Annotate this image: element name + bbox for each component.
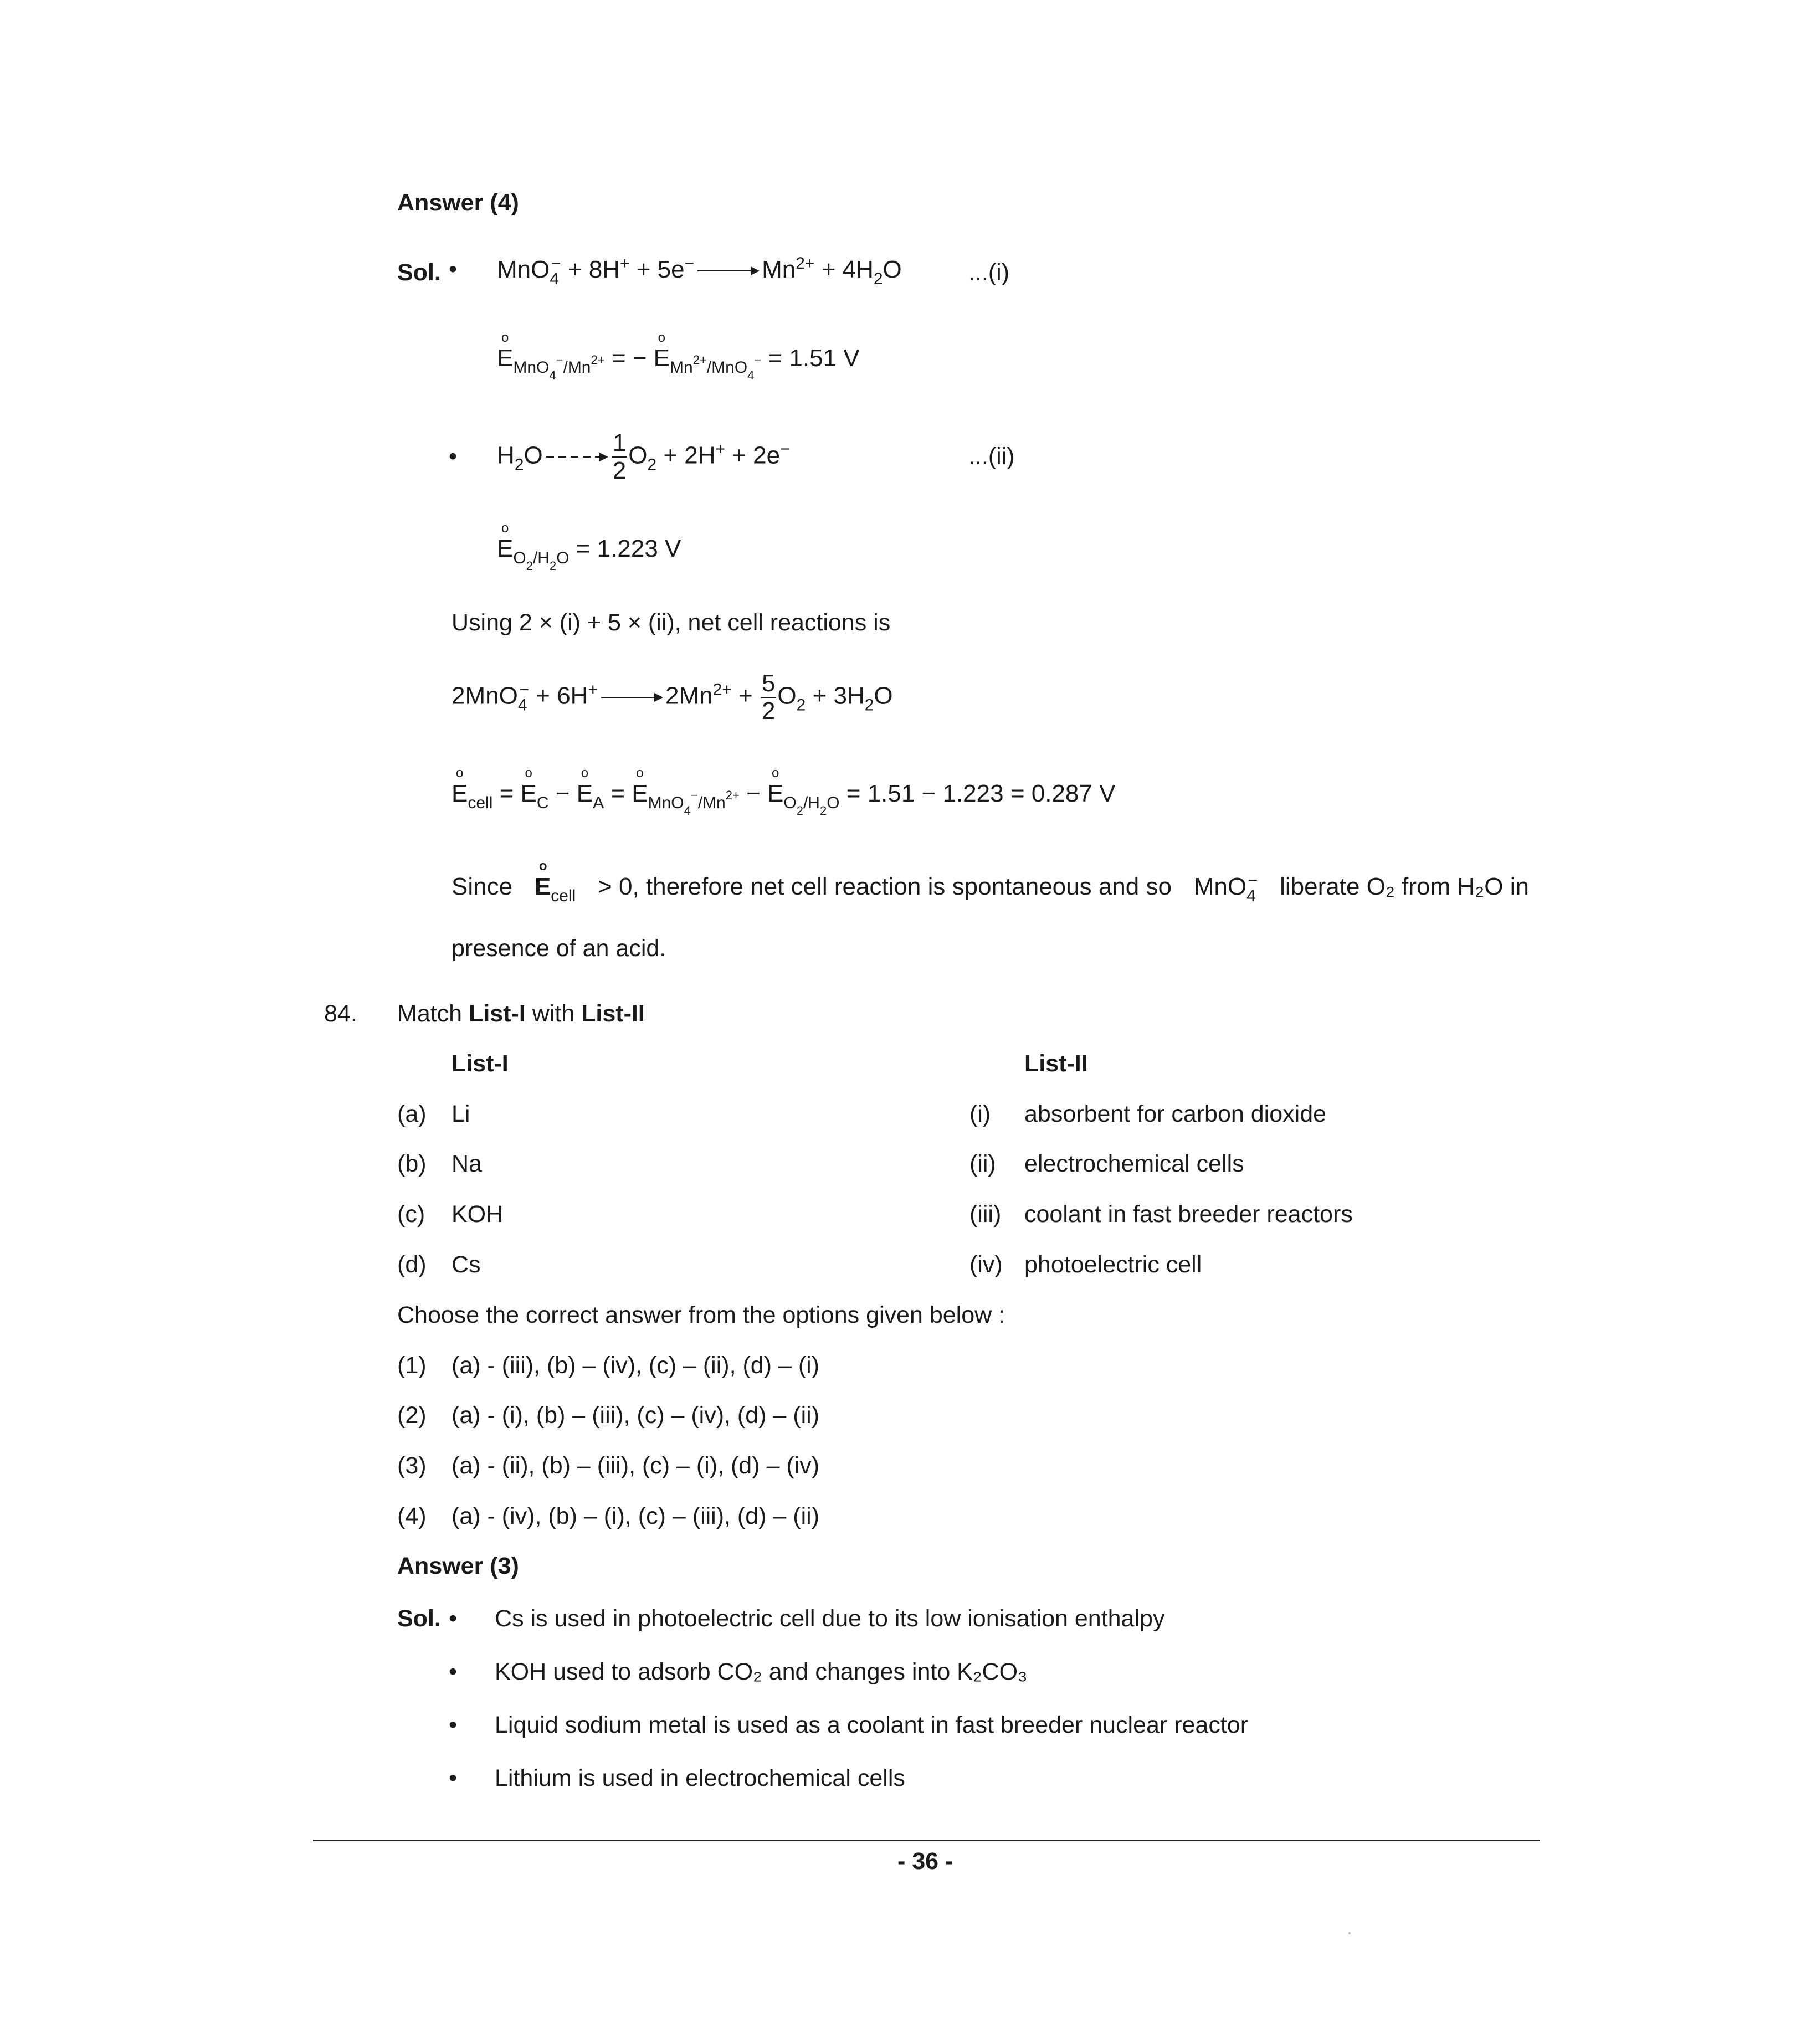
standard-potential-1: o $E_{MnO_4^-/Mn^{2+}}$ = − o $E_{Mn^{2+}/MnO_4^-} = 1.51$ V	[497, 345, 860, 376]
cell-potential: o $E_{cell} = o$ $E_C - o$ $E_A = o$ $E_{MnO_4^-/Mn^{2+}} - o$ $E_{O_2/H_2O} = 1.51 - 1.223 = 0.287$ V	[452, 780, 1115, 811]
footer-rule	[313, 1840, 1540, 1841]
option-number: (2)	[397, 1402, 427, 1429]
equation-2: $H_2O$ $\frac{1}{2}$ $O_2 + 2H^+ + 2e^-$	[497, 429, 790, 484]
question-stem	[397, 1000, 645, 1028]
list-1-item: Na	[452, 1151, 482, 1177]
bullet: •	[449, 1765, 458, 1791]
option-text: (a) - (iii), (b) – (iv), (c) – (ii), (d) – (i)	[452, 1352, 820, 1379]
list-2-heading: List-II	[1024, 1050, 1088, 1077]
row-label: (a)	[397, 1101, 427, 1127]
solution-point: Cs is used in photoelectric cell due to its low ionisation enthalpy	[495, 1605, 1165, 1632]
row-label: (c)	[397, 1201, 425, 1228]
solution-point: KOH used to adsorb CO₂ and changes into K₂CO₃	[495, 1658, 1028, 1685]
solution-point: Liquid sodium metal is used as a coolant in fast breeder nuclear reactor	[495, 1712, 1249, 1738]
permanganate-symbol: MnO$_4$−	[1193, 871, 1258, 905]
question-number: 84.	[324, 1000, 357, 1027]
equation-1-tag: ...(i)	[968, 259, 1010, 286]
ecell-symbol: o $E_{cell}$	[535, 873, 576, 901]
row-label: (i)	[969, 1101, 991, 1127]
list-1-item: Li	[452, 1101, 470, 1127]
option-number: (3)	[397, 1452, 427, 1479]
list-1-item: KOH	[452, 1201, 504, 1228]
eq1-value: = 1.51 V	[768, 345, 860, 372]
sol-label: Sol.	[397, 259, 441, 286]
stem-mid: with	[525, 1000, 582, 1027]
row-label: (iv)	[969, 1251, 1003, 1278]
sol-label: Sol.	[397, 1605, 441, 1632]
option-text: (a) - (iv), (b) – (i), (c) – (iii), (d) – (ii)	[452, 1503, 820, 1529]
row-label: (d)	[397, 1251, 427, 1278]
list-2-item: absorbent for carbon dioxide	[1024, 1101, 1327, 1127]
bullet: •	[449, 256, 458, 283]
choose-instruction: Choose the correct answer from the options given below :	[397, 1302, 1005, 1328]
list-1-heading: List-I	[452, 1050, 509, 1077]
since-mid: > 0, therefore net cell reaction is spontaneous and so	[598, 873, 1172, 900]
page-number: - 36 -	[897, 1848, 953, 1874]
stem-list2: List-II	[581, 1000, 645, 1027]
stem-list1: List-I	[469, 1000, 526, 1027]
bullet: •	[449, 1712, 458, 1738]
standard-potential-2: o $E_{O_2/H_2O} = 1.223$ V	[497, 535, 681, 566]
answer-label: Answer (3)	[397, 1553, 519, 1579]
since-post: liberate O₂ from H₂O in	[1280, 873, 1529, 900]
since-pre: Since	[452, 873, 513, 900]
solution-point: Lithium is used in electrochemical cells	[495, 1765, 905, 1791]
equation-2-tag: ...(ii)	[968, 443, 1015, 470]
using-text: Using 2 × (i) + 5 × (ii), net cell reactions is	[452, 609, 891, 636]
option-text: (a) - (ii), (b) – (iii), (c) – (i), (d) – (iv)	[452, 1452, 820, 1479]
bullet: •	[449, 1605, 458, 1632]
option-number: (1)	[397, 1352, 427, 1379]
scan-speck	[1348, 1932, 1351, 1934]
row-label: (iii)	[969, 1201, 1002, 1228]
list-1-item: Cs	[452, 1251, 481, 1278]
row-label: (ii)	[969, 1151, 996, 1177]
net-reaction: 2MnO$_4$− + 6H+ $2Mn^{2+}$ + $\frac{5}{2}$ $O_2 + 3H_2O$	[452, 670, 893, 725]
list-2-item: coolant in fast breeder reactors	[1024, 1201, 1353, 1228]
since-line-2: presence of an acid.	[452, 935, 666, 962]
option-number: (4)	[397, 1503, 427, 1529]
since-line	[452, 871, 1529, 905]
row-label: (b)	[397, 1151, 427, 1177]
equation-1: MnO$_4$− + 8H+ + 5e− $Mn^{2+} + 4H_2O$	[497, 254, 902, 288]
list-2-item: photoelectric cell	[1024, 1251, 1202, 1278]
stem-pre: Match	[397, 1000, 469, 1027]
eq2-value: = 1.223 V	[576, 535, 681, 562]
bullet: •	[449, 1658, 458, 1685]
ecell-value: = 1.51 − 1.223 = 0.287 V	[846, 780, 1116, 807]
option-text: (a) - (i), (b) – (iii), (c) – (iv), (d) – (ii)	[452, 1402, 820, 1429]
bullet: •	[449, 443, 458, 470]
previous-answer: Answer (4)	[397, 189, 519, 216]
list-2-item: electrochemical cells	[1024, 1151, 1244, 1177]
